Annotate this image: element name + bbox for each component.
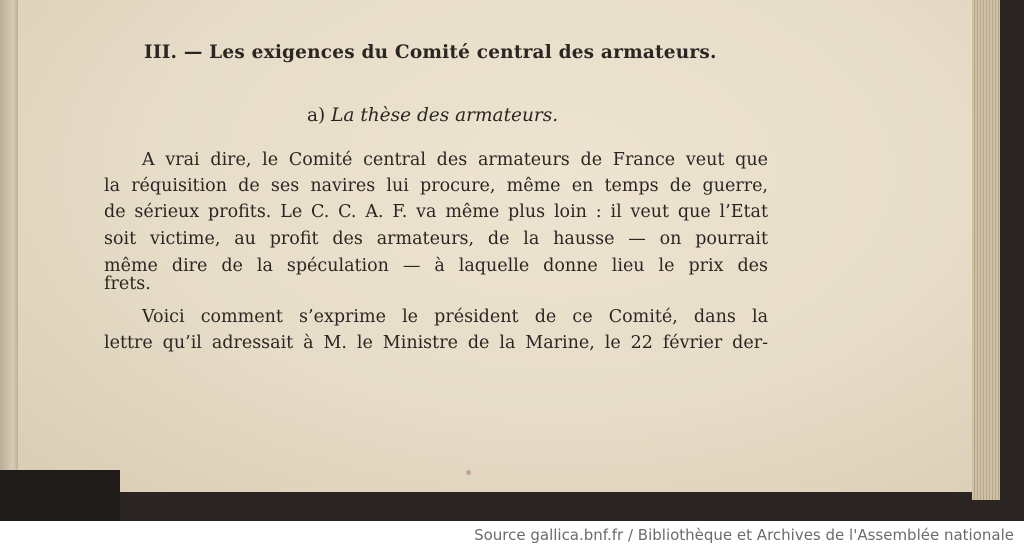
subsection-title: La thèse des armateurs. xyxy=(331,105,559,126)
paragraph2-line-2: lettre qu’il adressait à M. le Ministre de la Marine, le 22 février der- xyxy=(104,333,768,353)
section-heading: III. — Les exigences du Comité central des armateurs. xyxy=(144,42,717,63)
paragraph1-line-1: A vrai dire, le Comité central des armateurs de France veut que xyxy=(142,150,768,170)
paragraph1-line-2: la réquisition de ses navires lui procure, même en temps de guerre, xyxy=(104,176,768,196)
ink-smudge xyxy=(466,470,471,475)
subsection-heading xyxy=(307,105,558,126)
paragraph1-line-6: frets. xyxy=(104,274,151,294)
page-stack-edge xyxy=(972,0,1000,500)
binding-shadow xyxy=(0,470,120,521)
paragraph1-line-4: soit victime, au profit des armateurs, de la hausse — on pourrait xyxy=(104,229,768,249)
paragraph1-line-5: même dire de la spéculation — à laquelle donne lieu le prix des xyxy=(104,256,768,276)
paragraph2-line-1: Voici comment s’exprime le président de ce Comité, dans la xyxy=(142,307,768,327)
footer-bar xyxy=(0,521,1024,551)
paragraph1-line-3: de sérieux profits. Le C. C. A. F. va même plus loin : il veut que l’Etat xyxy=(104,202,768,222)
source-credit: Source gallica.bnf.fr / Bibliothèque et Archives de l'Assemblée nationale xyxy=(474,526,1014,544)
subsection-label: a) xyxy=(307,105,326,126)
